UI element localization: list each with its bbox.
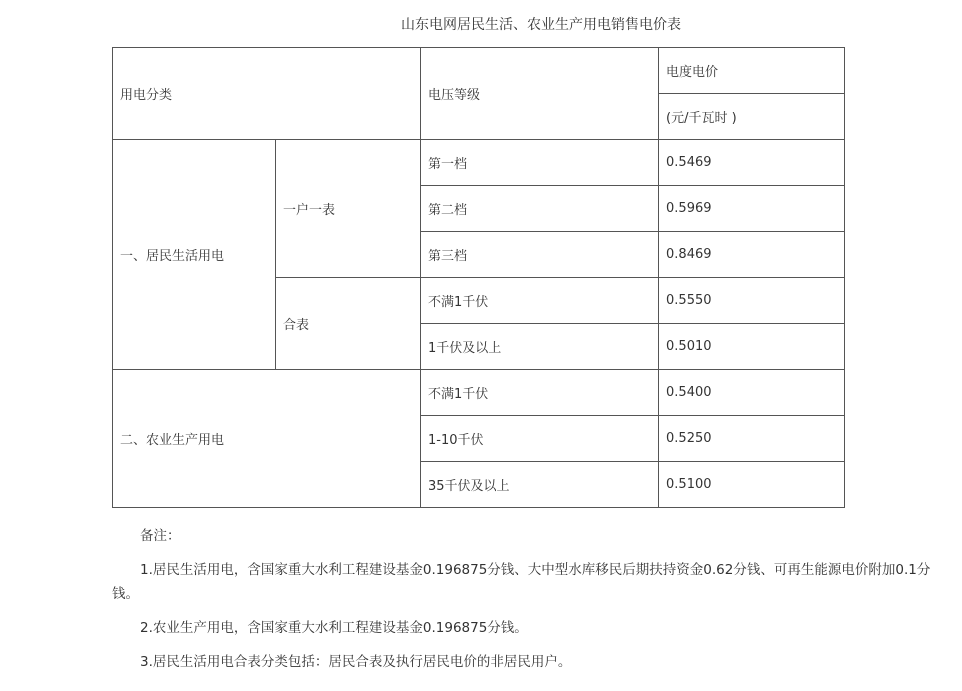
price-cell: 0.8469 bbox=[659, 232, 845, 278]
price-cell: 0.5469 bbox=[659, 140, 845, 186]
price-cell: 0.5250 bbox=[659, 416, 845, 462]
notes-heading: 备注： bbox=[140, 528, 181, 544]
category-cell: 二、农业生产用电 bbox=[113, 370, 421, 508]
price-cell: 0.5400 bbox=[659, 370, 845, 416]
note-item: 3.居民生活用电合表分类包括：居民合表及执行居民电价的非居民用户。 bbox=[140, 654, 572, 670]
tariff-table bbox=[112, 47, 845, 508]
note-item: 1.居民生活用电，含国家重大水利工程建设基金0.196875分钱、大中型水库移民后期扶持资金0.62分钱、可再生能源电价附加0.1分钱。 bbox=[112, 562, 931, 602]
voltage-cell: 不满1千伏 bbox=[421, 370, 659, 416]
price-cell: 0.5010 bbox=[659, 324, 845, 370]
voltage-cell: 第三档 bbox=[421, 232, 659, 278]
page-title: 山东电网居民生活、农业生产用电销售电价表 bbox=[401, 17, 681, 33]
notes-section bbox=[112, 524, 942, 684]
header-category: 用电分类 bbox=[113, 48, 421, 140]
table-row bbox=[113, 370, 845, 416]
voltage-cell: 1千伏及以上 bbox=[421, 324, 659, 370]
price-cell: 0.5550 bbox=[659, 278, 845, 324]
voltage-cell: 不满1千伏 bbox=[421, 278, 659, 324]
header-price: 电度电价 bbox=[659, 48, 845, 94]
voltage-cell: 第二档 bbox=[421, 186, 659, 232]
subcategory-cell: 一户一表 bbox=[276, 140, 421, 278]
subcategory-cell: 合表 bbox=[276, 278, 421, 370]
header-voltage: 电压等级 bbox=[421, 48, 659, 140]
voltage-cell: 第一档 bbox=[421, 140, 659, 186]
header-price-unit: (元/千瓦时 ) bbox=[659, 94, 845, 140]
voltage-cell: 1-10千伏 bbox=[421, 416, 659, 462]
note-item: 2.农业生产用电，含国家重大水利工程建设基金0.196875分钱。 bbox=[140, 620, 528, 636]
voltage-cell: 35千伏及以上 bbox=[421, 462, 659, 508]
price-cell: 0.5969 bbox=[659, 186, 845, 232]
price-cell: 0.5100 bbox=[659, 462, 845, 508]
table-row bbox=[113, 140, 845, 186]
category-cell: 一、居民生活用电 bbox=[113, 140, 276, 370]
